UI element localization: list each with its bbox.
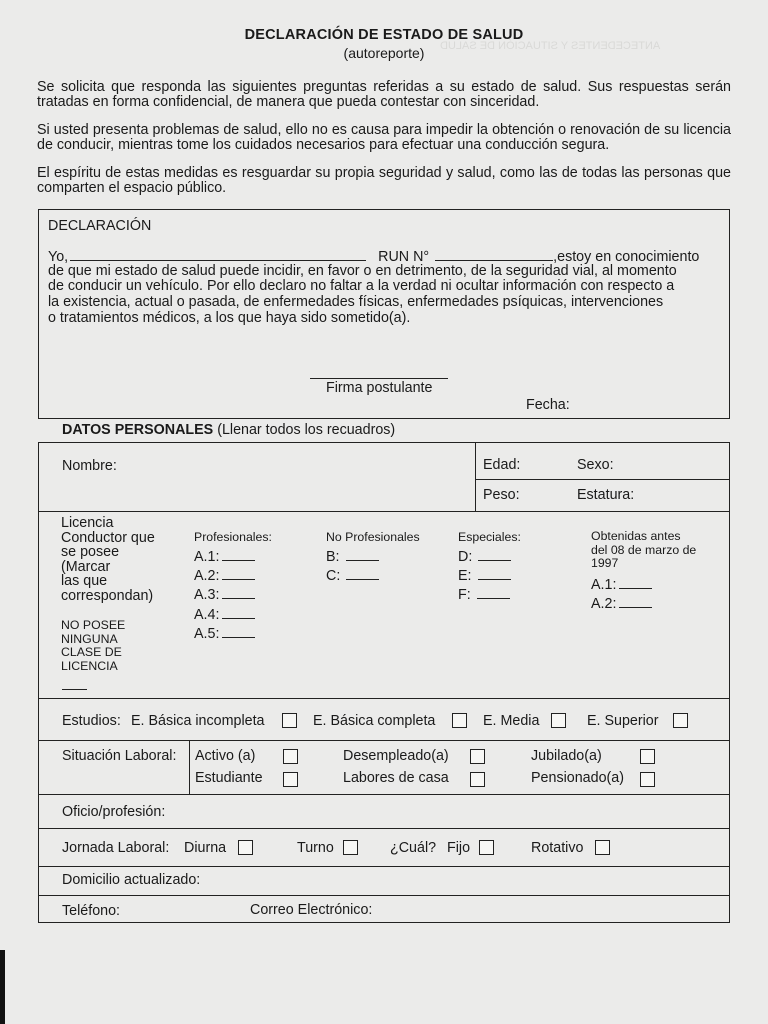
yo-label: Yo, <box>48 249 69 265</box>
checkbox-jubilado[interactable] <box>640 749 655 764</box>
row-divider <box>38 866 730 867</box>
antiguas-title <box>591 530 696 571</box>
licencia-blank[interactable] <box>222 606 255 619</box>
antiguas-title-line: Obtenidas antes <box>591 529 681 543</box>
estudios-opt-superior: E. Superior <box>587 713 659 729</box>
licencia-blank[interactable] <box>619 595 652 608</box>
laboral-opt-labores-casa: Labores de casa <box>343 770 449 786</box>
run-blank[interactable] <box>435 248 553 261</box>
licencia-blank[interactable] <box>478 567 511 580</box>
row-divider <box>38 511 730 512</box>
checkbox-diurna[interactable] <box>238 840 253 855</box>
jornada-turno-label: Turno <box>297 840 334 856</box>
licencia-label-line: Conductor que <box>61 529 155 546</box>
especiales-title: Especiales: <box>458 530 521 544</box>
no-posee-line: NINGUNA <box>61 631 118 646</box>
nombre-label: Nombre: <box>62 458 117 474</box>
col-divider <box>475 442 476 511</box>
licencia-blank[interactable] <box>222 567 255 580</box>
licencia-blank[interactable] <box>619 576 652 589</box>
licencia-blank[interactable] <box>346 567 379 580</box>
laboral-opt-desempleado: Desempleado(a) <box>343 748 449 764</box>
row-divider <box>38 895 730 896</box>
estudios-opt-media: E. Media <box>483 713 540 729</box>
correo-label: Correo Electrónico: <box>250 902 373 918</box>
licencia-label-line: Licencia <box>61 515 114 531</box>
licencia-blank[interactable] <box>477 586 510 599</box>
licencia-antigua-a1: A.1: <box>591 576 652 595</box>
no-posee-line: NO POSEE <box>61 618 126 632</box>
page-title: DECLARACIÓN DE ESTADO DE SALUD <box>244 27 524 43</box>
name-blank[interactable] <box>70 248 366 261</box>
laboral-label: Situación Laboral: <box>62 748 177 764</box>
edad-label: Edad: <box>483 457 521 473</box>
licencia-blank[interactable] <box>222 548 255 561</box>
estudios-opt-basica-completa: E. Básica completa <box>313 713 436 729</box>
jornada-diurna-label: Diurna <box>184 840 227 856</box>
page-subtitle: (autoreporte) <box>343 45 425 61</box>
laboral-opt-activo: Activo (a) <box>195 748 256 764</box>
checkbox-media[interactable] <box>551 713 566 728</box>
laboral-opt-jubilado: Jubilado(a) <box>531 748 602 764</box>
domicilio-label: Domicilio actualizado: <box>62 872 201 888</box>
checkbox-labores-casa[interactable] <box>470 772 485 787</box>
declaracion-line1-end: ,estoy en conocimiento <box>553 249 700 265</box>
checkbox-fijo[interactable] <box>479 840 494 855</box>
checkbox-estudiante[interactable] <box>283 772 298 787</box>
estatura-label: Estatura: <box>577 487 635 503</box>
datos-heading-rest: (Llenar todos los recuadros) <box>217 422 396 438</box>
licencia-a4: A.4: <box>194 606 255 625</box>
licencia-label-line: las que <box>61 573 108 590</box>
declaracion-heading: DECLARACIÓN <box>48 218 152 234</box>
licencia-blank[interactable] <box>478 548 511 561</box>
licencia-label <box>61 516 155 604</box>
antiguas-title-line: del 08 de marzo de <box>591 542 697 557</box>
firma-label: Firma postulante <box>326 380 433 396</box>
sexo-label: Sexo: <box>577 457 614 473</box>
declaracion-line-4: la existencia, actual o pasada, de enfermedades físicas, enfermedades psíquicas, intervenciones <box>48 294 664 310</box>
peso-label: Peso: <box>483 487 520 503</box>
licencia-blank[interactable] <box>222 625 255 638</box>
profesionales-list <box>194 548 255 644</box>
licencia-b: B: <box>326 548 379 567</box>
declaracion-line-2: de que mi estado de salud puede incidir, en favor o en detrimento, de la seguridad vial, al momento <box>48 263 677 279</box>
signature-line[interactable] <box>310 378 448 379</box>
run-label: RUN N° <box>378 249 430 265</box>
fecha-label: Fecha: <box>526 397 570 413</box>
intro-paragraph-1: Se solicita que responda las siguientes preguntas referidas a su estado de salud. Sus respuestas serán tratadas en forma confidencial, de manera que pueda contestar con sinceridad. <box>37 79 731 110</box>
jornada-rotativo-label: Rotativo <box>531 840 584 856</box>
licencia-a3: A.3: <box>194 586 255 605</box>
licencia-label-line: se posee <box>61 544 120 561</box>
intro-paragraph-2: Si usted presenta problemas de salud, ello no es causa para impedir la obtención o renovación de su licencia de conducir, mientras tome los cuidados necesarios para efectuar una conducción segura. <box>37 122 731 153</box>
estudios-label: Estudios: <box>62 713 121 729</box>
no-posee-line: LICENCIA <box>61 658 118 673</box>
licencia-d: D: <box>458 548 511 567</box>
checkbox-rotativo[interactable] <box>595 840 610 855</box>
no-profesionales-list <box>326 548 379 586</box>
licencia-a2: A.2: <box>194 567 255 586</box>
licencia-label-line: correspondan) <box>61 587 154 604</box>
laboral-opt-pensionado: Pensionado(a) <box>531 770 624 786</box>
laboral-opt-estudiante: Estudiante <box>195 770 263 786</box>
checkbox-turno[interactable] <box>343 840 358 855</box>
declaracion-line-3: de conducir un vehículo. Por ello declaro no faltar a la verdad ni ocultar información con respecto a <box>48 278 675 294</box>
jornada-label: Jornada Laboral: <box>62 840 170 856</box>
jornada-fijo-label: Fijo <box>447 840 471 856</box>
checkbox-superior[interactable] <box>673 713 688 728</box>
antiguas-title-line: 1997 <box>591 556 619 570</box>
scan-edge-shadow <box>0 950 5 1024</box>
no-posee-blank[interactable] <box>62 689 87 690</box>
jornada-cual-label: ¿Cuál? <box>390 840 437 856</box>
estudios-opt-basica-incompleta: E. Básica incompleta <box>131 713 265 729</box>
licencia-blank[interactable] <box>222 586 255 599</box>
licencia-antigua-a2: A.2: <box>591 595 652 614</box>
row-divider <box>38 828 730 829</box>
telefono-label: Teléfono: <box>62 903 121 919</box>
checkbox-desempleado[interactable] <box>470 749 485 764</box>
licencia-f: F: <box>458 586 511 605</box>
licencia-a1: A.1: <box>194 548 255 567</box>
show-through-text: ANTECEDENTES Y SITUACIÓN DE SALUD <box>440 40 661 52</box>
no-profesionales-title: No Profesionales <box>326 530 420 544</box>
cell-divider <box>475 479 730 480</box>
declaracion-line-5: o tratamientos médicos, a los que haya sido sometido(a). <box>48 310 411 326</box>
especiales-list <box>458 548 511 606</box>
intro-paragraph-3: El espíritu de estas medidas es resguardar su propia seguridad y salud, como las de todas las personas que comparten el espacio público. <box>37 165 731 196</box>
row-divider <box>38 698 730 699</box>
licencia-a5: A.5: <box>194 625 255 644</box>
checkbox-activo[interactable] <box>283 749 298 764</box>
profesionales-title: Profesionales: <box>194 530 272 544</box>
licencia-blank[interactable] <box>346 548 379 561</box>
no-posee-line: CLASE DE <box>61 645 122 659</box>
row-divider <box>38 740 730 741</box>
licencia-label-line: (Marcar <box>61 558 111 575</box>
col-divider <box>189 740 190 794</box>
oficio-label: Oficio/profesión: <box>62 804 166 820</box>
no-posee-label <box>61 619 125 673</box>
checkbox-pensionado[interactable] <box>640 772 655 787</box>
licencia-c: C: <box>326 567 379 586</box>
checkbox-basica-completa[interactable] <box>452 713 467 728</box>
datos-heading-bold: DATOS PERSONALES <box>62 422 214 438</box>
antiguas-list <box>591 576 652 614</box>
checkbox-basica-incompleta[interactable] <box>282 713 297 728</box>
datos-heading <box>62 422 395 438</box>
row-divider <box>38 794 730 795</box>
licencia-e: E: <box>458 567 511 586</box>
